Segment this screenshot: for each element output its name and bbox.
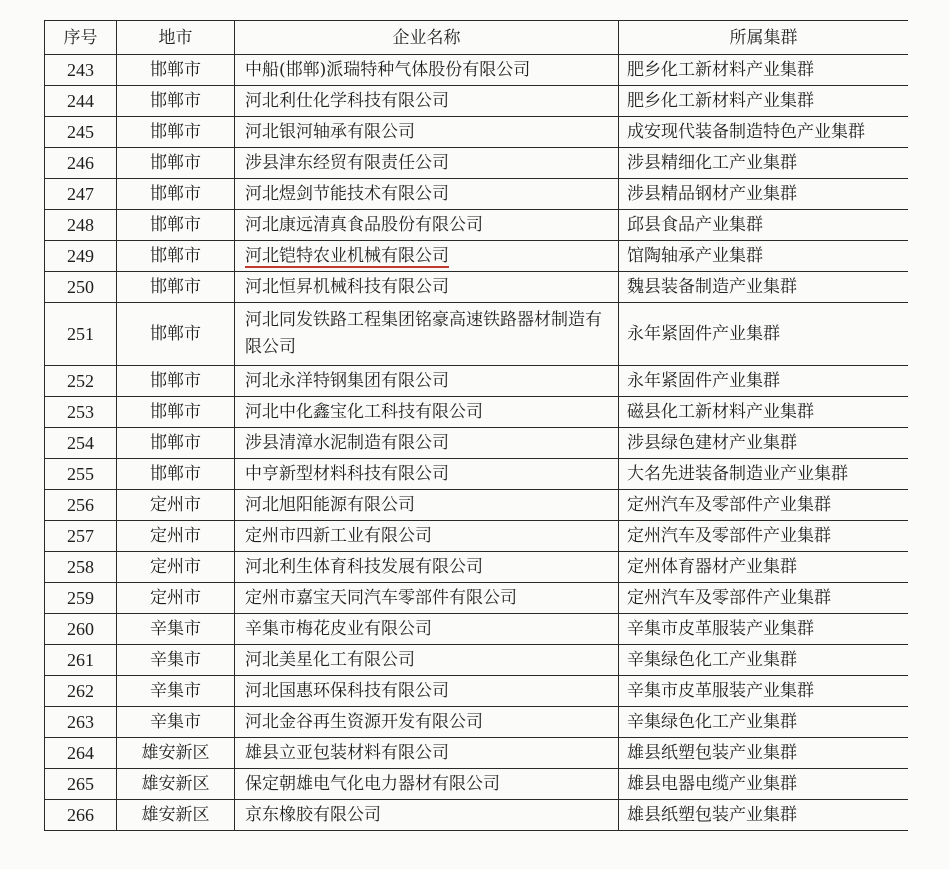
row-company: 河北利仕化学科技有限公司	[235, 86, 619, 117]
row-cluster: 馆陶轴承产业集群	[619, 241, 909, 272]
row-company: 辛集市梅花皮业有限公司	[235, 614, 619, 645]
row-index: 251	[45, 303, 117, 366]
table-body	[45, 55, 909, 831]
row-index: 246	[45, 148, 117, 179]
row-index: 249	[45, 241, 117, 272]
row-company: 涉县清漳水泥制造有限公司	[235, 428, 619, 459]
row-cluster: 魏县装备制造产业集群	[619, 272, 909, 303]
row-cluster: 雄县纸塑包装产业集群	[619, 800, 909, 831]
row-index: 253	[45, 397, 117, 428]
row-city: 辛集市	[117, 645, 235, 676]
row-company: 中亨新型材料科技有限公司	[235, 459, 619, 490]
row-company: 京东橡胶有限公司	[235, 800, 619, 831]
row-cluster: 邱县食品产业集群	[619, 210, 909, 241]
table-row	[45, 117, 909, 148]
table-row	[45, 272, 909, 303]
row-company: 河北中化鑫宝化工科技有限公司	[235, 397, 619, 428]
row-cluster: 辛集市皮革服装产业集群	[619, 614, 909, 645]
row-index: 247	[45, 179, 117, 210]
row-city: 雄安新区	[117, 769, 235, 800]
table-row	[45, 645, 909, 676]
row-cluster: 辛集绿色化工产业集群	[619, 707, 909, 738]
row-cluster: 大名先进装备制造业产业集群	[619, 459, 909, 490]
row-company: 河北康远清真食品股份有限公司	[235, 210, 619, 241]
row-city: 定州市	[117, 583, 235, 614]
table-row	[45, 179, 909, 210]
row-cluster: 永年紧固件产业集群	[619, 366, 909, 397]
table-row	[45, 210, 909, 241]
row-city: 邯郸市	[117, 428, 235, 459]
row-city: 定州市	[117, 552, 235, 583]
row-index: 244	[45, 86, 117, 117]
table-row	[45, 86, 909, 117]
row-cluster: 磁县化工新材料产业集群	[619, 397, 909, 428]
table-row	[45, 614, 909, 645]
table-row	[45, 583, 909, 614]
row-index: 261	[45, 645, 117, 676]
row-company: 河北旭阳能源有限公司	[235, 490, 619, 521]
row-city: 邯郸市	[117, 459, 235, 490]
table-row	[45, 707, 909, 738]
table-row	[45, 800, 909, 831]
row-city: 邯郸市	[117, 117, 235, 148]
header-index: 序号	[45, 21, 117, 55]
table-row	[45, 241, 909, 272]
table-row	[45, 428, 909, 459]
row-index: 264	[45, 738, 117, 769]
row-city: 邯郸市	[117, 148, 235, 179]
document-page	[44, 20, 908, 869]
row-index: 259	[45, 583, 117, 614]
table-row	[45, 490, 909, 521]
row-index: 263	[45, 707, 117, 738]
table-row	[45, 738, 909, 769]
table-row	[45, 459, 909, 490]
table-row	[45, 521, 909, 552]
row-index: 245	[45, 117, 117, 148]
row-city: 邯郸市	[117, 210, 235, 241]
table-row	[45, 148, 909, 179]
row-company: 河北铠特农业机械有限公司	[235, 241, 619, 272]
row-cluster: 雄县电器电缆产业集群	[619, 769, 909, 800]
table-row	[45, 55, 909, 86]
row-index: 254	[45, 428, 117, 459]
row-company: 中船(邯郸)派瑞特种气体股份有限公司	[235, 55, 619, 86]
row-city: 邯郸市	[117, 303, 235, 366]
header-cluster: 所属集群	[619, 21, 909, 55]
row-cluster: 永年紧固件产业集群	[619, 303, 909, 366]
row-index: 256	[45, 490, 117, 521]
row-company: 河北利生体育科技发展有限公司	[235, 552, 619, 583]
table-row	[45, 303, 909, 366]
row-city: 定州市	[117, 490, 235, 521]
row-company: 定州市四新工业有限公司	[235, 521, 619, 552]
table-row	[45, 366, 909, 397]
row-city: 定州市	[117, 521, 235, 552]
row-company: 河北煜剑节能技术有限公司	[235, 179, 619, 210]
row-city: 邯郸市	[117, 272, 235, 303]
table-row	[45, 397, 909, 428]
enterprise-table	[44, 20, 908, 831]
row-city: 辛集市	[117, 614, 235, 645]
row-city: 邯郸市	[117, 179, 235, 210]
header-city: 地市	[117, 21, 235, 55]
row-company: 河北金谷再生资源开发有限公司	[235, 707, 619, 738]
header-company: 企业名称	[235, 21, 619, 55]
row-company: 河北美星化工有限公司	[235, 645, 619, 676]
row-cluster: 肥乡化工新材料产业集群	[619, 55, 909, 86]
row-company: 雄县立亚包装材料有限公司	[235, 738, 619, 769]
row-index: 250	[45, 272, 117, 303]
row-cluster: 定州汽车及零部件产业集群	[619, 583, 909, 614]
table-row	[45, 552, 909, 583]
row-city: 辛集市	[117, 676, 235, 707]
row-cluster: 肥乡化工新材料产业集群	[619, 86, 909, 117]
row-cluster: 定州汽车及零部件产业集群	[619, 521, 909, 552]
row-company: 河北银河轴承有限公司	[235, 117, 619, 148]
row-index: 252	[45, 366, 117, 397]
row-cluster: 辛集绿色化工产业集群	[619, 645, 909, 676]
row-company: 定州市嘉宝天同汽车零部件有限公司	[235, 583, 619, 614]
row-cluster: 涉县绿色建材产业集群	[619, 428, 909, 459]
row-city: 邯郸市	[117, 397, 235, 428]
row-company: 河北恒昇机械科技有限公司	[235, 272, 619, 303]
row-city: 辛集市	[117, 707, 235, 738]
row-index: 266	[45, 800, 117, 831]
row-cluster: 定州汽车及零部件产业集群	[619, 490, 909, 521]
table-row	[45, 676, 909, 707]
row-company: 河北同发铁路工程集团铭豪高速铁路器材制造有限公司	[235, 303, 619, 366]
row-company: 保定朝雄电气化电力器材有限公司	[235, 769, 619, 800]
row-company: 涉县津东经贸有限责任公司	[235, 148, 619, 179]
table-row	[45, 769, 909, 800]
row-index: 258	[45, 552, 117, 583]
row-city: 邯郸市	[117, 55, 235, 86]
row-cluster: 涉县精细化工产业集群	[619, 148, 909, 179]
row-index: 243	[45, 55, 117, 86]
row-city: 邯郸市	[117, 86, 235, 117]
row-index: 248	[45, 210, 117, 241]
row-company: 河北永洋特钢集团有限公司	[235, 366, 619, 397]
row-city: 邯郸市	[117, 241, 235, 272]
row-index: 260	[45, 614, 117, 645]
row-index: 255	[45, 459, 117, 490]
row-index: 262	[45, 676, 117, 707]
row-cluster: 雄县纸塑包装产业集群	[619, 738, 909, 769]
row-city: 雄安新区	[117, 800, 235, 831]
row-cluster: 涉县精品钢材产业集群	[619, 179, 909, 210]
row-index: 265	[45, 769, 117, 800]
row-index: 257	[45, 521, 117, 552]
row-city: 雄安新区	[117, 738, 235, 769]
row-cluster: 成安现代装备制造特色产业集群	[619, 117, 909, 148]
row-city: 邯郸市	[117, 366, 235, 397]
row-cluster: 辛集市皮革服装产业集群	[619, 676, 909, 707]
row-cluster: 定州体育器材产业集群	[619, 552, 909, 583]
table-header-row	[45, 21, 909, 55]
row-company: 河北国惠环保科技有限公司	[235, 676, 619, 707]
